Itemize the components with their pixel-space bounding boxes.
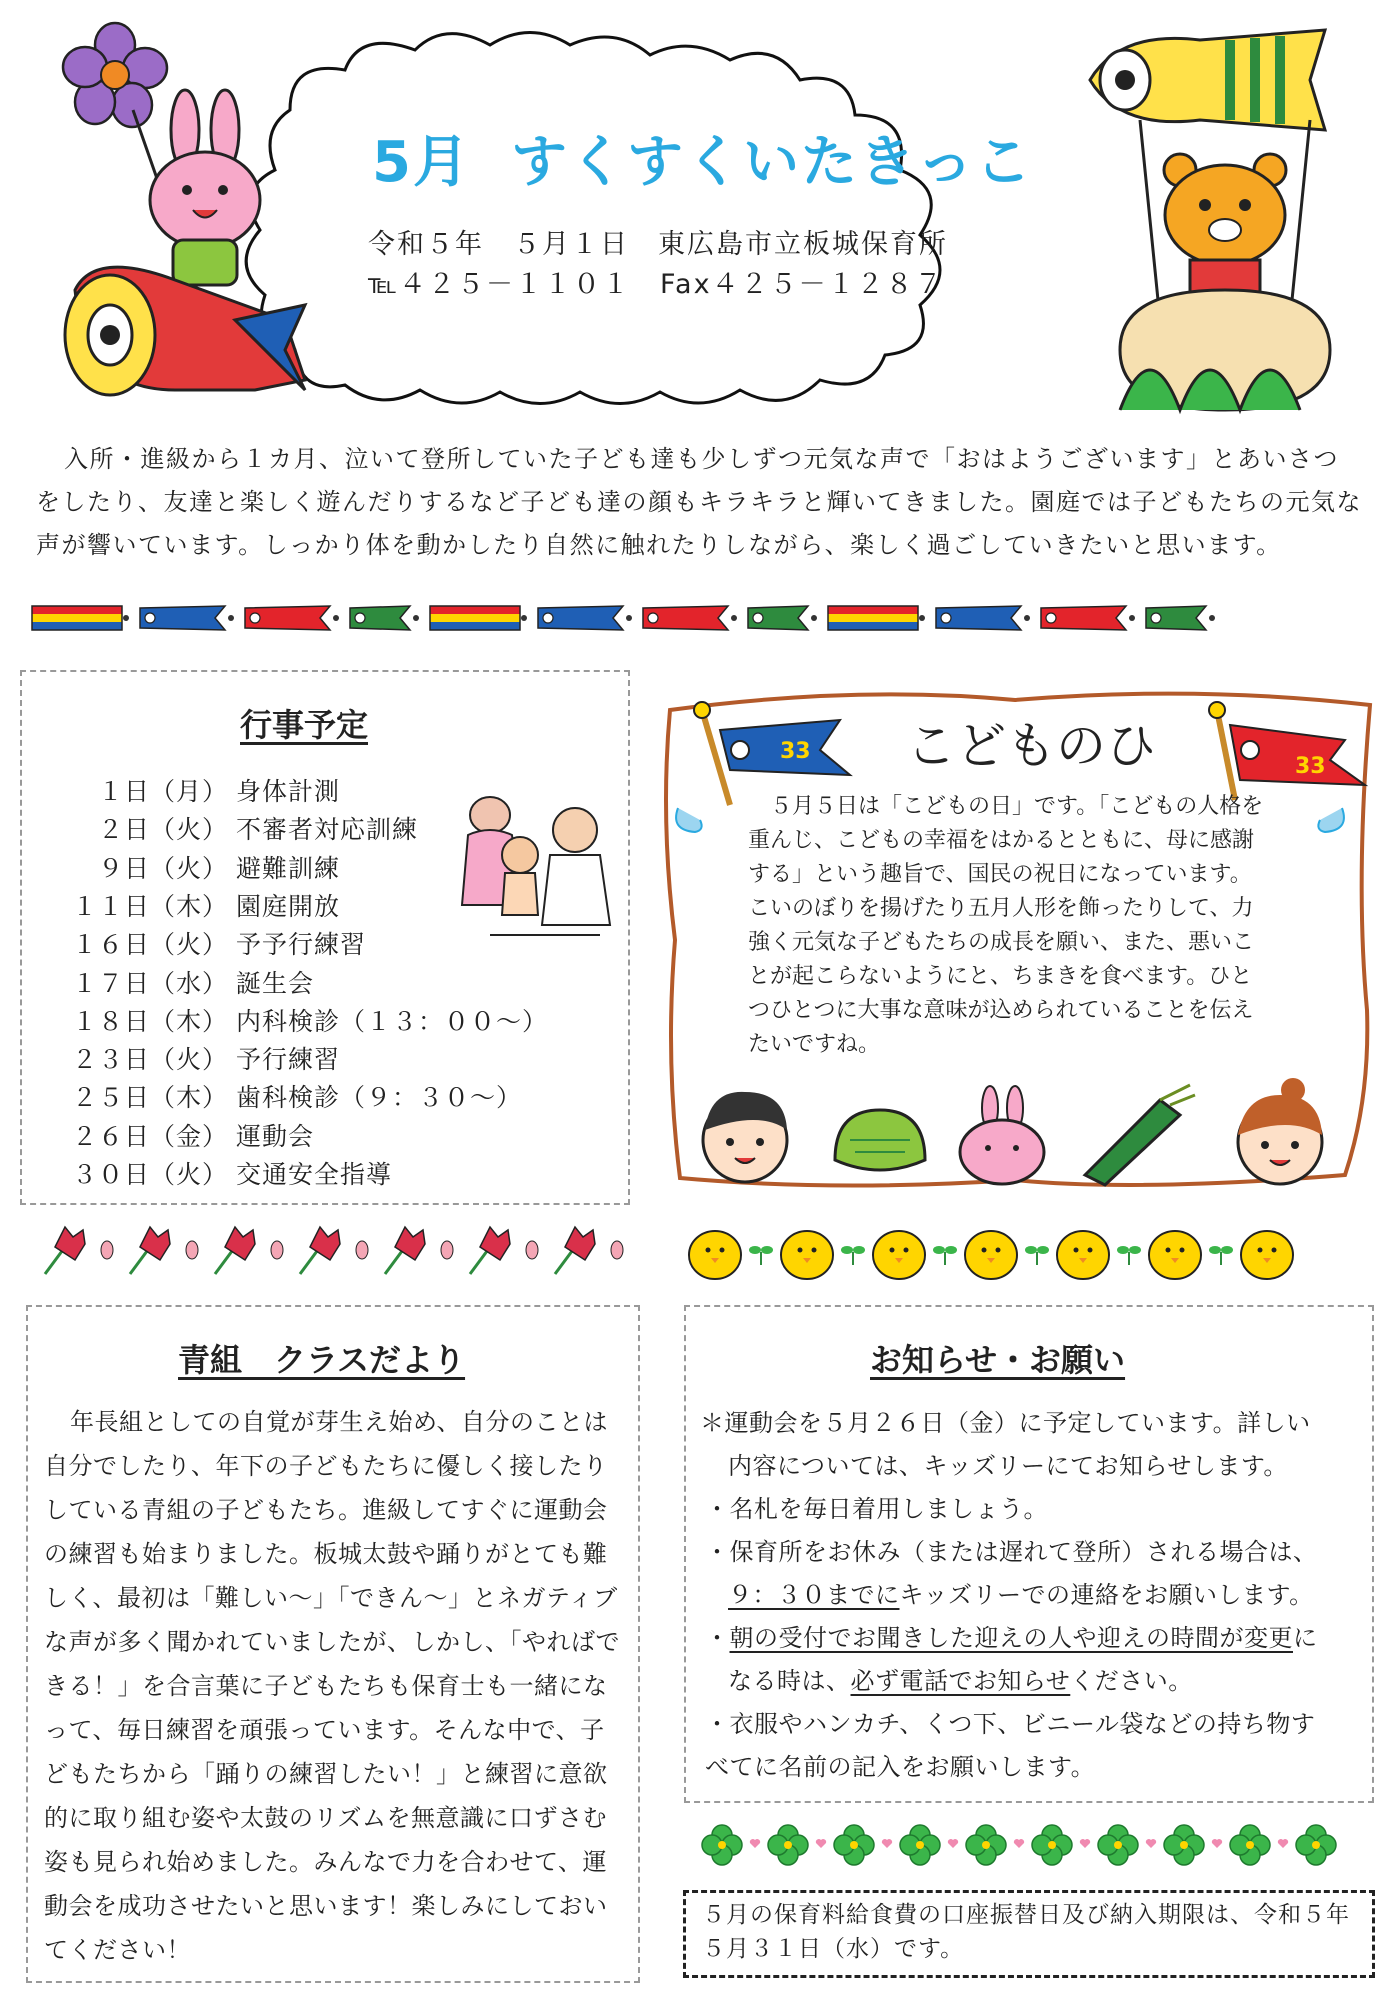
- event-name: 内科検診（１３：００～）: [236, 1006, 549, 1036]
- event-name: 歯科検診（９：３０～）: [236, 1083, 523, 1113]
- contact-line: ℡４２５－１１０１ Fax４２５－１２８７: [368, 269, 944, 300]
- notice-3b-underlined: ９：３０までに: [728, 1581, 900, 1609]
- chick-icon: [1057, 1231, 1109, 1279]
- koinobori-icon: [1041, 606, 1126, 630]
- koinobori-icon: [538, 606, 623, 630]
- notice-4a-underlined: 朝の受付でお聞きした迎えの人や迎えの時間が変更: [729, 1624, 1293, 1652]
- event-name: 運動会: [236, 1121, 315, 1151]
- blue-class-text: 年長組としての自覚が芽生え始め、自分のことは自分でしたり、年下の子どもたちに優しく接したりしている青組の子どもたち。進級してすぐに運動会の練習も始まりました。板城太鼓や踊りがとても難しく、最初は「難しい～」「できん～」とネガティブな声が多く聞かれていましたが、しかし、「やればできる！」を合言葉に子どもたちも保育士も一緒になって、毎日練習を頑張っています。そんな中で、子どもたちから「踊りの練習したい！」と練習に意欲的に取り組む姿や太鼓のリズムを無意識に口ずさむ姿も見られ始めました。みんなで力を合わせて、運動会を成功させたいと思います！楽しみにしておいてください！: [44, 1408, 620, 1964]
- carnation-icon: [215, 1227, 255, 1274]
- notice-4b-pre: なる時は、: [728, 1667, 851, 1695]
- kodomo-text: ５月５日は「こどもの日」です。「こどもの人格を重んじ、こどもの幸福をはかるとともに、母に感謝する」という趣旨で、国民の祝日になっています。こいのぼりを揚げたり五月人形を飾ったりして、力強く元気な子どもたちの成長を願い、また、悪いことが起こらないようにと、ちまきを食べます。ひとつひとつに大事な意味が込められていることを伝えたいですね。: [748, 794, 1264, 1057]
- notice-1b: 内容については、キッズリーにてお知らせします。: [728, 1452, 1288, 1480]
- sprout-icon: [1117, 1246, 1141, 1265]
- clover-icon: [900, 1825, 940, 1865]
- cloud-frame: [230, 20, 1050, 420]
- sprout-icon: [841, 1246, 865, 1265]
- event-row: [38, 1002, 549, 1036]
- clover-icon: [1164, 1825, 1204, 1865]
- title-month: 5月: [372, 130, 471, 195]
- intro-text: 入所・進級から１カ月、泣いて登所していた子ども達も少しずつ元気な声で「おはようございます」とあいさつをしたり、友達と楽しく遊んだりするなど子ども達の顔もキラキラと輝いてきました。園庭では子どもたちの元気な声が響いています。しっかり体を動かしたり自然に触れたりしながら、楽しく過ごしていきたいと思います。: [36, 445, 1362, 559]
- kodomo-title: こどものひ: [906, 717, 1156, 775]
- carnation-icon: [555, 1227, 595, 1274]
- chick-divider: [685, 1220, 1345, 1285]
- kashiwa-mochi-icon: [835, 1110, 925, 1170]
- wave-icon: [670, 800, 710, 840]
- event-row: [38, 1117, 315, 1151]
- event-row: [38, 772, 341, 806]
- event-name: 交通安全指導: [236, 1160, 393, 1189]
- notice-5a: ・衣服やハンカチ、くつ下、ビニール袋などの持ち物す: [705, 1710, 1316, 1738]
- clover-icon: [1230, 1825, 1270, 1865]
- event-date: ２３日（火）: [71, 1045, 228, 1075]
- notice-4a: [705, 1617, 1365, 1659]
- wave-icon: [1310, 800, 1350, 840]
- event-row: [38, 925, 367, 960]
- event-name: 身体計測: [236, 777, 341, 806]
- clover-icon: [702, 1825, 742, 1865]
- notice-4a-suffix: に: [1293, 1624, 1318, 1652]
- event-name: 避難訓練: [236, 853, 341, 883]
- carnation-divider: [35, 1222, 615, 1282]
- title-text: すくすくいたきっこ: [510, 130, 1033, 195]
- event-date: ２日（火）: [97, 815, 228, 845]
- event-name: 不審者対応訓練: [236, 815, 419, 845]
- koinobori-icon: [245, 606, 330, 630]
- notice-4b-post: ください。: [1070, 1667, 1193, 1695]
- carnation-icon: [45, 1227, 85, 1274]
- kodomo-illustrations: [690, 1080, 1350, 1190]
- sprout-icon: [1025, 1246, 1049, 1265]
- event-row: [38, 1040, 341, 1075]
- bear-icon: [1164, 154, 1286, 300]
- newsletter-title: [372, 118, 1033, 198]
- event-date: １８日（木）: [71, 1006, 228, 1036]
- koinobori-icon: [1146, 606, 1206, 630]
- koinobori-icon: [828, 606, 918, 630]
- event-name: 予予行練習: [236, 930, 367, 960]
- notice-3a: ・保育所をお休み（または遅れて登所）される場合は、: [705, 1538, 1318, 1566]
- date-line: 令和５年 ５月１日 東広島市立板城保育所: [368, 229, 948, 260]
- koinobori-icon: [748, 606, 808, 630]
- event-name: 誕生会: [236, 968, 315, 998]
- notice-2: ・名札を毎日着用しましょう。: [705, 1495, 1048, 1523]
- clover-icon: [1098, 1825, 1138, 1865]
- sprout-icon: [1209, 1246, 1233, 1265]
- event-date: １６日（火）: [71, 930, 228, 960]
- clover-icon: [966, 1825, 1006, 1865]
- event-row: [38, 887, 341, 921]
- rabbit-icon: [55, 90, 315, 410]
- koi-label-right: 33: [1295, 754, 1326, 779]
- notice-4a-bullet: ・: [705, 1624, 730, 1652]
- event-row: [38, 849, 341, 883]
- event-row: [38, 1078, 523, 1113]
- chick-icon: [873, 1231, 925, 1279]
- koinobori-divider: [32, 600, 1332, 640]
- koinobori-icon: [350, 606, 410, 630]
- chick-icon: [1241, 1231, 1293, 1279]
- balloon-icon: [1080, 20, 1340, 420]
- notices-title: お知らせ・お願い: [870, 1341, 1126, 1379]
- blue-class-title: 青組 クラスだより: [178, 1341, 466, 1379]
- child-face-icon: [1238, 1078, 1322, 1184]
- notice-4b: [728, 1660, 1388, 1702]
- koi-label-left: 33: [780, 739, 811, 764]
- clover-icon: [768, 1825, 808, 1865]
- sprout-icon: [933, 1246, 957, 1265]
- rabbit-icon: [960, 1086, 1044, 1184]
- event-row: [38, 1155, 393, 1189]
- notice-1a: ＊運動会を５月２６日（金）に予定しています。詳しい: [700, 1409, 1311, 1437]
- event-name: 園庭開放: [236, 891, 341, 921]
- notice-5b: べてに名前の記入をお願いします。: [705, 1753, 1096, 1781]
- event-row: [38, 964, 315, 998]
- chick-icon: [1149, 1231, 1201, 1279]
- chick-icon: [689, 1231, 741, 1279]
- chick-icon: [781, 1231, 833, 1279]
- event-date: ２５日（木）: [71, 1083, 228, 1113]
- event-date: １１日（木）: [71, 891, 228, 921]
- notice-3b: [728, 1574, 1388, 1616]
- carnation-icon: [385, 1227, 425, 1274]
- payment-notice-text: ５月の保育料給食費の口座振替日及び納入期限は、令和５年５月３１日（水）です。: [702, 1902, 1350, 1962]
- carnation-icon: [470, 1227, 510, 1274]
- carnation-icon: [130, 1227, 170, 1274]
- koinobori-icon: [643, 606, 728, 630]
- koinobori-icon: [32, 606, 122, 630]
- clover-divider: [700, 1815, 1370, 1875]
- notice-4b-underlined: 必ず電話でお知らせ: [850, 1667, 1071, 1695]
- koinobori-icon: [936, 606, 1021, 630]
- sprout-icon: [749, 1246, 773, 1265]
- koinobori-icon: [430, 606, 520, 630]
- clover-icon: [1032, 1825, 1072, 1865]
- event-date: １７日（水）: [71, 968, 228, 998]
- chick-icon: [965, 1231, 1017, 1279]
- clover-icon: [1296, 1825, 1336, 1865]
- events-title: 行事予定: [240, 706, 369, 744]
- event-name: 予行練習: [236, 1045, 341, 1075]
- event-row: [38, 810, 419, 845]
- clover-icon: [834, 1825, 874, 1865]
- child-face-icon: [703, 1092, 787, 1182]
- notice-3b-rest: キッズリーでの連絡をお願いします。: [899, 1581, 1314, 1609]
- event-date: ３０日（火）: [71, 1160, 228, 1189]
- carnation-icon: [300, 1227, 340, 1274]
- koinobori-icon: [140, 606, 225, 630]
- doctor-icon: [450, 785, 620, 945]
- event-date: ９日（火）: [97, 853, 228, 883]
- event-date: １日（月）: [97, 777, 228, 806]
- chimaki-icon: [1085, 1085, 1195, 1185]
- event-date: ２６日（金）: [71, 1121, 228, 1151]
